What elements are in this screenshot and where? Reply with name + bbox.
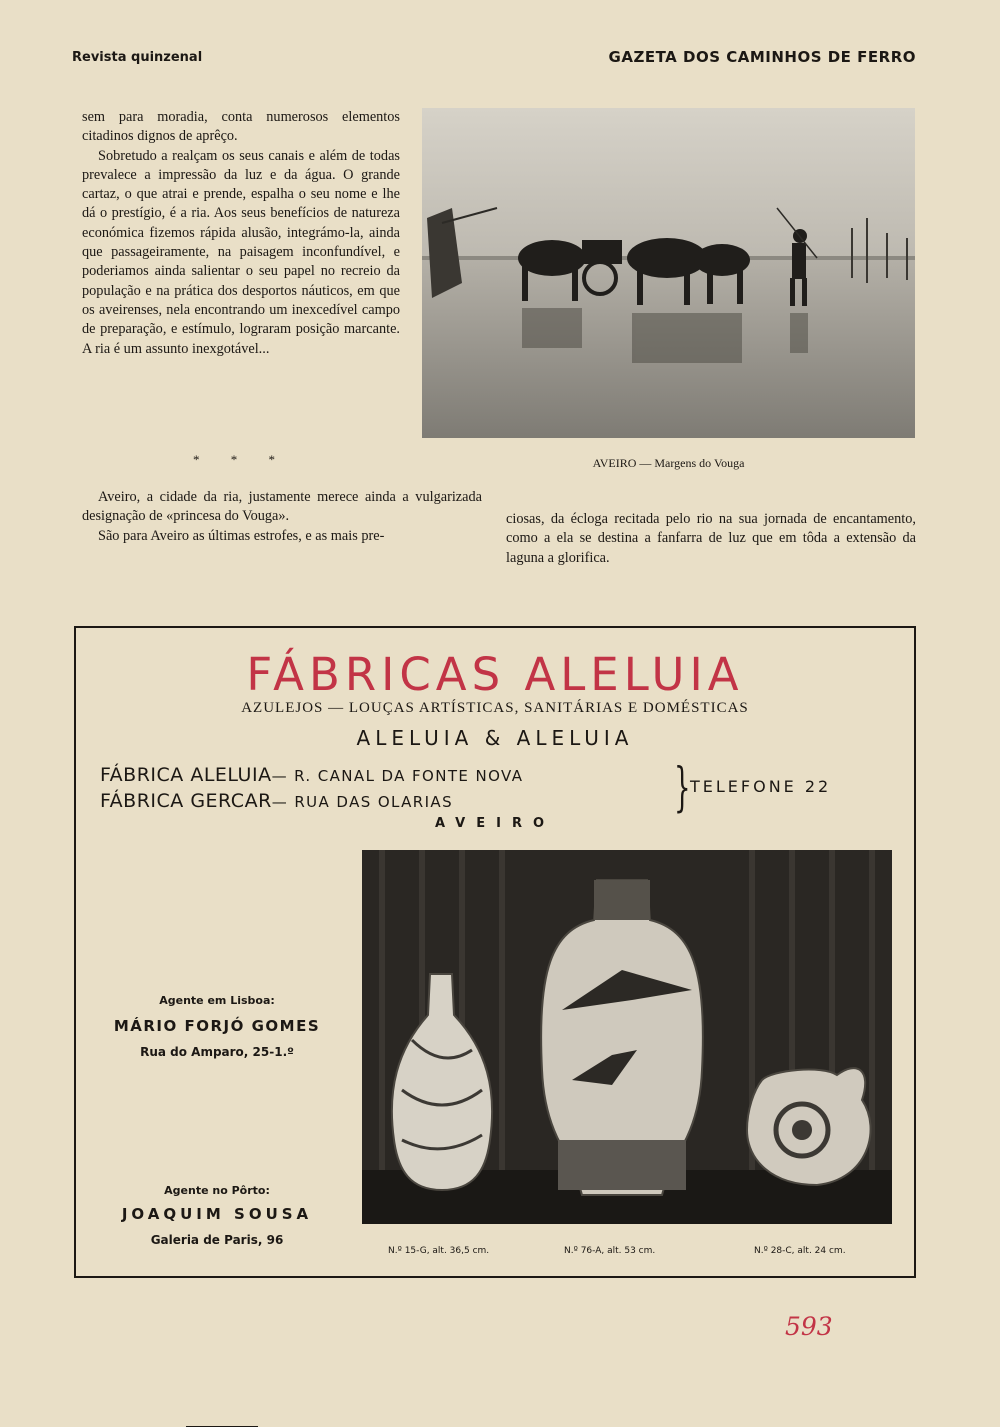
article-paragraph: Sobretudo a realçam os seus canais e além de todas prevalece a impressão da luz e da água. O grande cartaz, o que atrai e prende, espalha o seu nome e lhe dá o prestígio, é a ria. Aos seus benefícios de natureza económica fizemos rápida alusão, integrámo-la, ainda que passageiramente, na paisagem inconfundível, e poderiamos ainda salientar o seu papel no recreio da população e na prática dos desportos náuticos, em que os aveirenses, nela encontrando um inexcedível campo de preparação, e estímulo, lograram posição marcante. A ria é um assunto inexgotável... bbox=[82, 147, 400, 357]
agent-name: JOAQUIM SOUSA bbox=[121, 1205, 313, 1223]
agent-name: MÁRIO FORJÓ GOMES bbox=[113, 1017, 321, 1035]
factory-name: FÁBRICA GERCAR bbox=[100, 790, 272, 812]
header-title: GAZETA DOS CAMINHOS DE FERRO bbox=[608, 48, 916, 66]
factory-address: — RUA DAS OLARIAS bbox=[271, 793, 454, 811]
header-publication: Revista quinzenal bbox=[72, 50, 203, 65]
article-paragraph: São para Aveiro as últimas estrofes, e as mais pre- bbox=[98, 527, 385, 544]
article-column-bottom-left bbox=[82, 488, 482, 546]
ad-title: FÁBRICAS ALELUIA bbox=[246, 648, 744, 701]
vases-photo bbox=[362, 850, 892, 1224]
article-column-bottom-right: ciosas, da écloga recitada pelo rio na sua jornada de encantamento, como a ela se destina a fanfarra de luz que em tôda a extensão da laguna a glorifica. bbox=[506, 511, 916, 566]
ad-factory-2 bbox=[100, 790, 453, 812]
vase-caption: N.º 28-C, alt. 24 cm. bbox=[754, 1246, 846, 1256]
factory-address: — R. CANAL DA FONTE NOVA bbox=[271, 767, 524, 785]
article-column-left bbox=[82, 108, 400, 359]
ad-firm-name: ALELUIA & ALELUIA bbox=[356, 726, 634, 750]
agent-label: Agente no Pôrto: bbox=[164, 1184, 270, 1197]
page-number: 593 bbox=[785, 1312, 833, 1341]
agent-address: Galeria de Paris, 96 bbox=[150, 1233, 284, 1247]
brace-icon: } bbox=[674, 758, 691, 818]
lisbon-agent bbox=[76, 994, 358, 1059]
porto-agent bbox=[76, 1184, 358, 1247]
article-paragraph: sem para moradia, conta numerosos elementos citadinos dignos de aprêço. bbox=[82, 109, 400, 145]
section-separator: * * * bbox=[193, 452, 289, 467]
aveiro-river-photo bbox=[422, 108, 915, 438]
ad-phone: TELEFONE 22 bbox=[690, 777, 832, 796]
ad-factory-1 bbox=[100, 764, 523, 786]
agent-label: Agente em Lisboa: bbox=[159, 994, 275, 1007]
vase-caption: N.º 76-A, alt. 53 cm. bbox=[564, 1246, 656, 1256]
advertisement-box bbox=[74, 626, 916, 1278]
article-paragraph: Aveiro, a cidade da ria, justamente merece ainda a vulgarizada designação de «princesa do Vouga». bbox=[82, 489, 482, 525]
ad-city: AVEIRO bbox=[434, 816, 556, 831]
photo-caption: AVEIRO — Margens do Vouga bbox=[592, 456, 745, 470]
agent-address: Rua do Amparo, 25-1.º bbox=[140, 1045, 294, 1059]
ad-subtitle: AZULEJOS — LOUÇAS ARTÍSTICAS, SANITÁRIAS E DOMÉSTICAS bbox=[241, 700, 749, 716]
vase-caption: N.º 15-G, alt. 36,5 cm. bbox=[388, 1246, 490, 1256]
factory-name: FÁBRICA ALELUIA bbox=[100, 764, 272, 786]
